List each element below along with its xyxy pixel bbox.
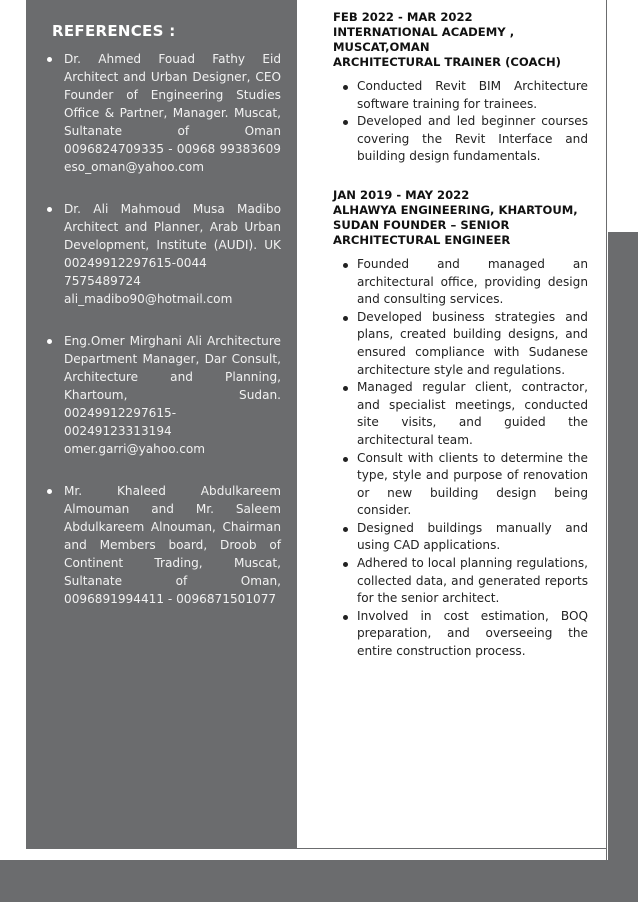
experience-section [333, 10, 588, 683]
reference-item: Mr. Khaleed Abdulkareem Almouman and Mr. Saleem Abdulkareem Alnouman, Chairman and Members board, Droob of Continent Trading, Muscat, Sultanate of Oman, 0096891994411 - 0096871501077 [56, 482, 281, 608]
job-bullet: Managed regular client, contractor, and specialist meetings, conducted site visits, and guided the architectural team. [333, 379, 588, 449]
job-company: ALHAWYA ENGINEERING, KHARTOUM, [333, 202, 578, 217]
reference-item: Dr. Ali Mahmoud Musa Madibo Architect and Planner, Arab Urban Development, Institute (AUDI). UK 00249912297615-0044 7575489724 ali_madibo90@hotmail.com [56, 200, 281, 308]
job-bullets [333, 78, 588, 166]
job-bullet: Founded and managed an architectural office, providing design and consulting services. [333, 256, 588, 309]
right-vertical-rule [606, 0, 607, 860]
references-title: REFERENCES : [52, 22, 176, 40]
job-bullet: Conducted Revit BIM Architecture software training for trainees. [333, 78, 588, 113]
references-list [56, 50, 281, 608]
job-bullet: Involved in cost estimation, BOQ preparation, and overseeing the entire construction process. [333, 608, 588, 661]
job-bullet: Consult with clients to determine the type, style and purpose of renovation or new building design being consider. [333, 450, 588, 520]
job-bullet: Developed and led beginner courses covering the Revit Interface and building design fundamentals. [333, 113, 588, 166]
job-entry-trainer [333, 10, 588, 166]
job-company: INTERNATIONAL ACADEMY , [333, 25, 515, 39]
job-title: ARCHITECTURAL TRAINER (COACH) [333, 55, 561, 69]
job-date: JAN 2019 - MAY 2022 [333, 187, 470, 202]
job-bullet: Designed buildings manually and using CAD applications. [333, 520, 588, 555]
footer-band [0, 860, 638, 902]
job-location: MUSCAT,OMAN [333, 40, 430, 54]
job-title: ARCHITECTURAL ENGINEER [333, 232, 511, 247]
job-entry-founder [333, 188, 588, 661]
job-location: SUDAN FOUNDER – SENIOR [333, 217, 510, 232]
job-bullet: Adhered to local planning regulations, collected data, and generated reports for the senior architect. [333, 555, 588, 608]
references-sidebar [26, 0, 297, 849]
right-edge-band [608, 232, 638, 860]
job-bullet: Developed business strategies and plans, created building designs, and ensured compliance with Sudanese architecture style and regulations. [333, 309, 588, 379]
job-bullets [333, 256, 588, 661]
job-date: FEB 2022 - MAR 2022 [333, 10, 473, 24]
content-bottom-rule [297, 848, 607, 849]
reference-item: Dr. Ahmed Fouad Fathy Eid Architect and Urban Designer, CEO Founder of Engineering Studies Office & Partner, Manager. Muscat, Sultanate of Oman 0096824709335 - 00968 99383609 eso_oman@yahoo.com [56, 50, 281, 176]
reference-item: Eng.Omer Mirghani Ali Architecture Department Manager, Dar Consult, Architecture and Planning, Khartoum, Sudan. 00249912297615-00249123313194 omer.garri@yahoo.com [56, 332, 281, 458]
